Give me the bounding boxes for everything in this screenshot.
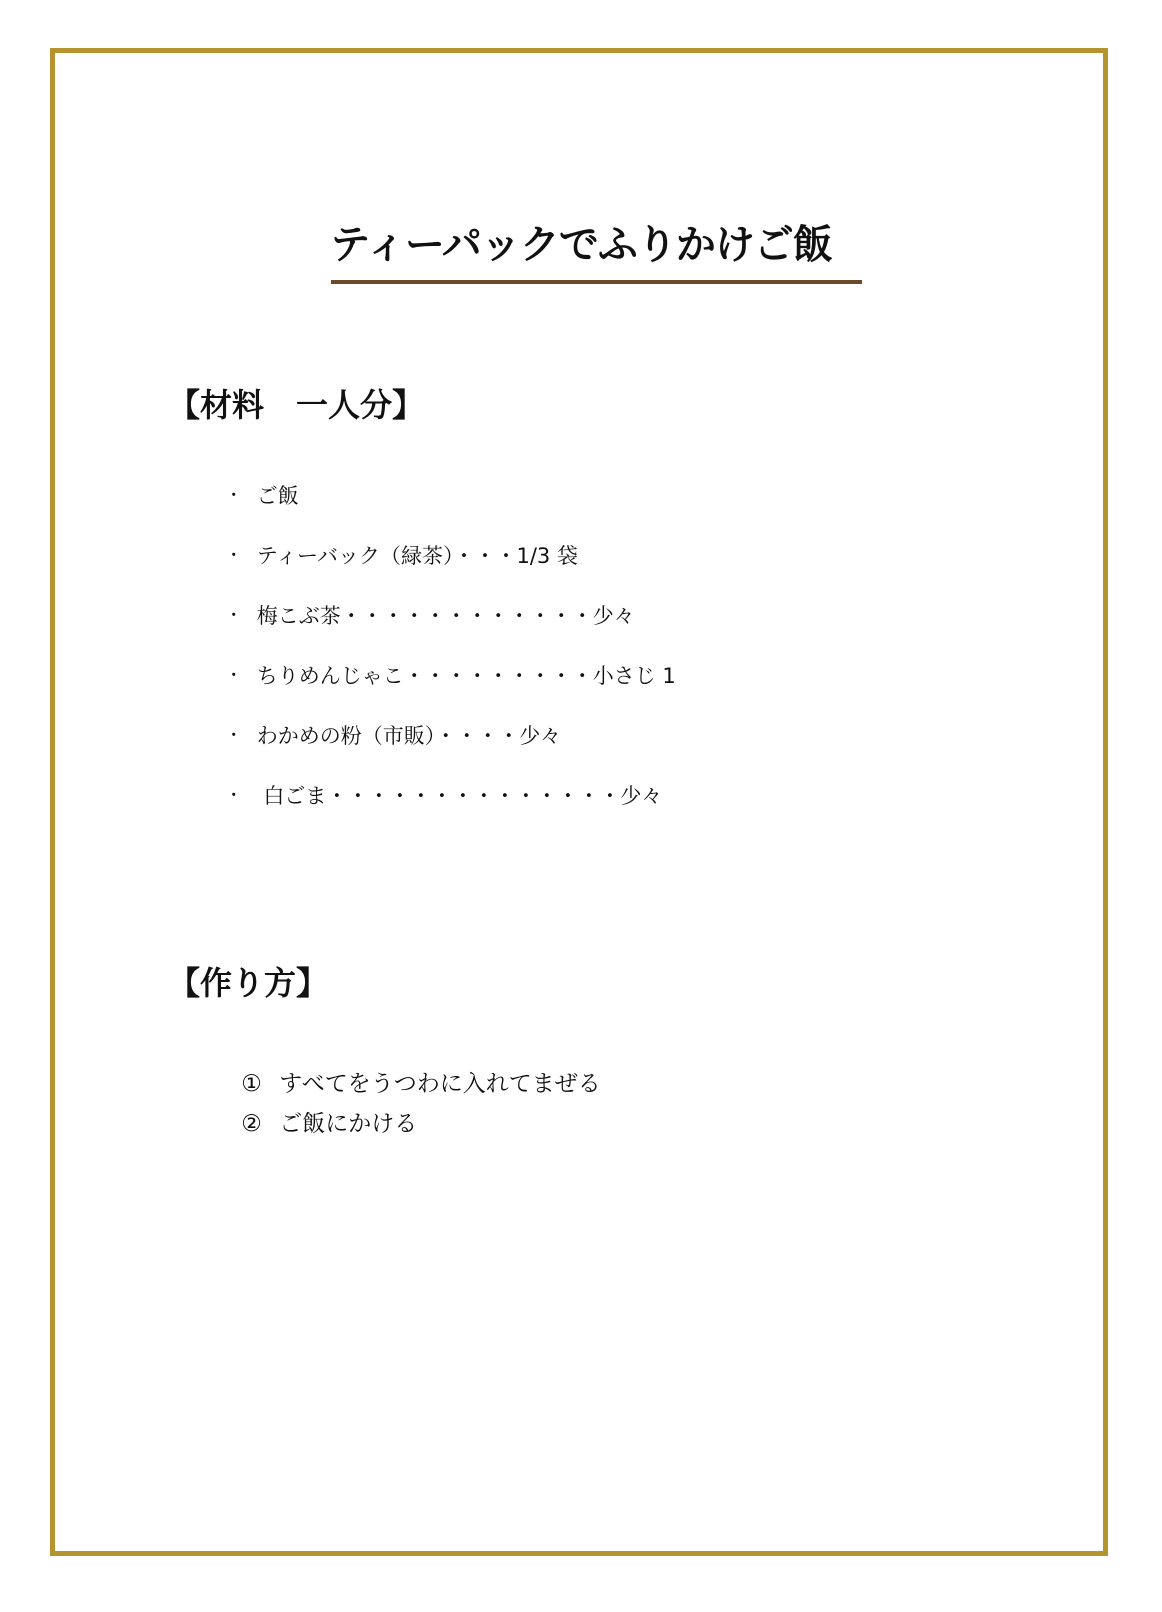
ingredient-text: 梅こぶ茶・・・・・・・・・・・・少々 [256, 604, 635, 628]
ingredient-text: 白ごま・・・・・・・・・・・・・・少々 [256, 784, 663, 808]
step-number: ① [241, 1071, 262, 1097]
list-item [200, 511, 578, 568]
list-item [200, 571, 635, 628]
step-text: すべてをうつわに入れてまぜる [279, 1071, 601, 1097]
step-item [212, 1036, 601, 1097]
ingredient-text: わかめの粉（市販）・・・・少々 [256, 724, 562, 748]
ingredient-text: ご飯 [256, 484, 299, 508]
bullet: ・ [226, 548, 241, 564]
step-item [212, 1076, 418, 1137]
bullet: ・ [226, 668, 241, 684]
step-text: ご飯にかける [279, 1111, 418, 1137]
method-heading: 【作り方】 [168, 964, 329, 1002]
document-title: ティーパックでふりかけご飯 [330, 222, 832, 268]
list-item [200, 691, 562, 748]
bullet: ・ [226, 488, 241, 504]
title-underline [331, 280, 862, 284]
bullet: ・ [226, 728, 241, 744]
ingredients-heading: 【材料 一人分】 [168, 386, 425, 424]
ingredient-text: ちりめんじゃこ・・・・・・・・・小さじ 1 [256, 664, 676, 688]
list-item [200, 451, 299, 508]
list-item [200, 751, 663, 808]
step-number: ② [241, 1111, 262, 1137]
ingredient-text: ティーバック（緑茶）・・・1/3 袋 [256, 544, 578, 568]
bullet: ・ [226, 608, 241, 624]
bullet: ・ [226, 788, 241, 804]
list-item [200, 631, 676, 688]
